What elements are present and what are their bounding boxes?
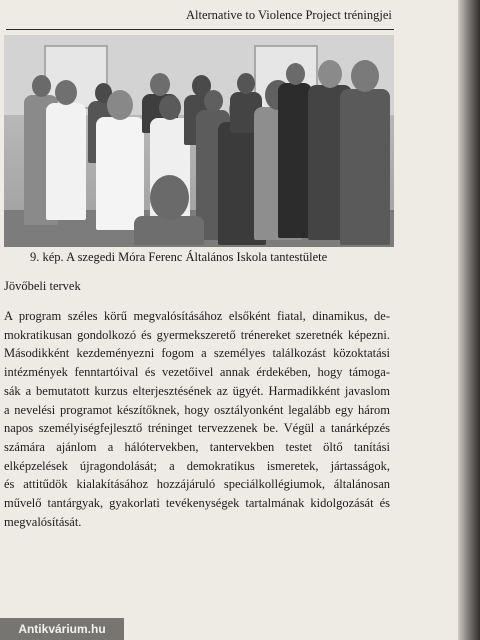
- person-head: [107, 90, 133, 120]
- paragraph-line: sák a bemutatott kurzus elterjesztésének az ügyét. Harmadikként javaslom: [4, 383, 390, 398]
- person-head: [318, 60, 342, 88]
- body-paragraph: [4, 307, 390, 531]
- paragraph-line: művelő tantárgyak, gyakorlati tevékenységek tartalmának kidolgozását és: [4, 496, 390, 511]
- paragraph-line: számára ajánlom a hálótervekben, tantervekben testet öltő tanítási elképzelések újragondolását; a demokratikus ismeretek, jártasságok,: [4, 439, 390, 473]
- photo-person: [278, 63, 312, 238]
- page-edge-shadow: [458, 0, 480, 640]
- paragraph-line: mokratikusan gondolkozó és gyermekszerető trénereket szeretnék képezni.: [4, 327, 390, 342]
- running-header: Alternative to Violence Project tréningjei: [186, 8, 392, 22]
- person-head: [159, 95, 181, 120]
- group-photo: [4, 35, 394, 247]
- paragraph-line: napos személyiségfejlesztő tréninget tervezzenek be. Végül a tanárképzés: [4, 421, 390, 436]
- photo-person: [340, 60, 390, 245]
- photo-caption: 9. kép. A szegedi Móra Ferenc Általános Iskola tantestülete: [30, 250, 328, 264]
- person-head: [237, 73, 255, 94]
- person-body: [134, 216, 204, 245]
- person-body: [278, 83, 312, 238]
- watermark-logo: Antikvárium.hu: [0, 618, 124, 640]
- header-rule: [6, 29, 394, 30]
- paragraph-line: Másodikként kezdeményezni fogom a személyes találkozást közoktatási: [4, 346, 390, 361]
- section-heading: Jövőbeli tervek: [4, 279, 81, 293]
- paragraph-line: A program széles körű megvalósításához elsőként fiatal, dinamikus, de-: [4, 309, 390, 323]
- person-head: [150, 73, 170, 96]
- person-head: [286, 63, 305, 85]
- person-body: [46, 103, 86, 220]
- paragraph-line: megvalósítását.: [4, 514, 82, 529]
- person-head: [55, 80, 77, 105]
- paragraph-line: a nevelési programot készítőknek, hogy osztályonként legalább egy három: [4, 402, 390, 417]
- person-body: [340, 89, 390, 245]
- paragraph-line: intézmények fenntartóival és vezetőivel annak érdekében, hogy támoga-: [4, 365, 390, 380]
- photo-person: [134, 175, 204, 245]
- person-head: [351, 60, 379, 92]
- paragraph-line: és attitűdök kialakításához hozzájáruló speciálkollégiumok, általánosan: [4, 477, 390, 492]
- photo-person: [46, 80, 86, 220]
- person-head: [150, 175, 189, 220]
